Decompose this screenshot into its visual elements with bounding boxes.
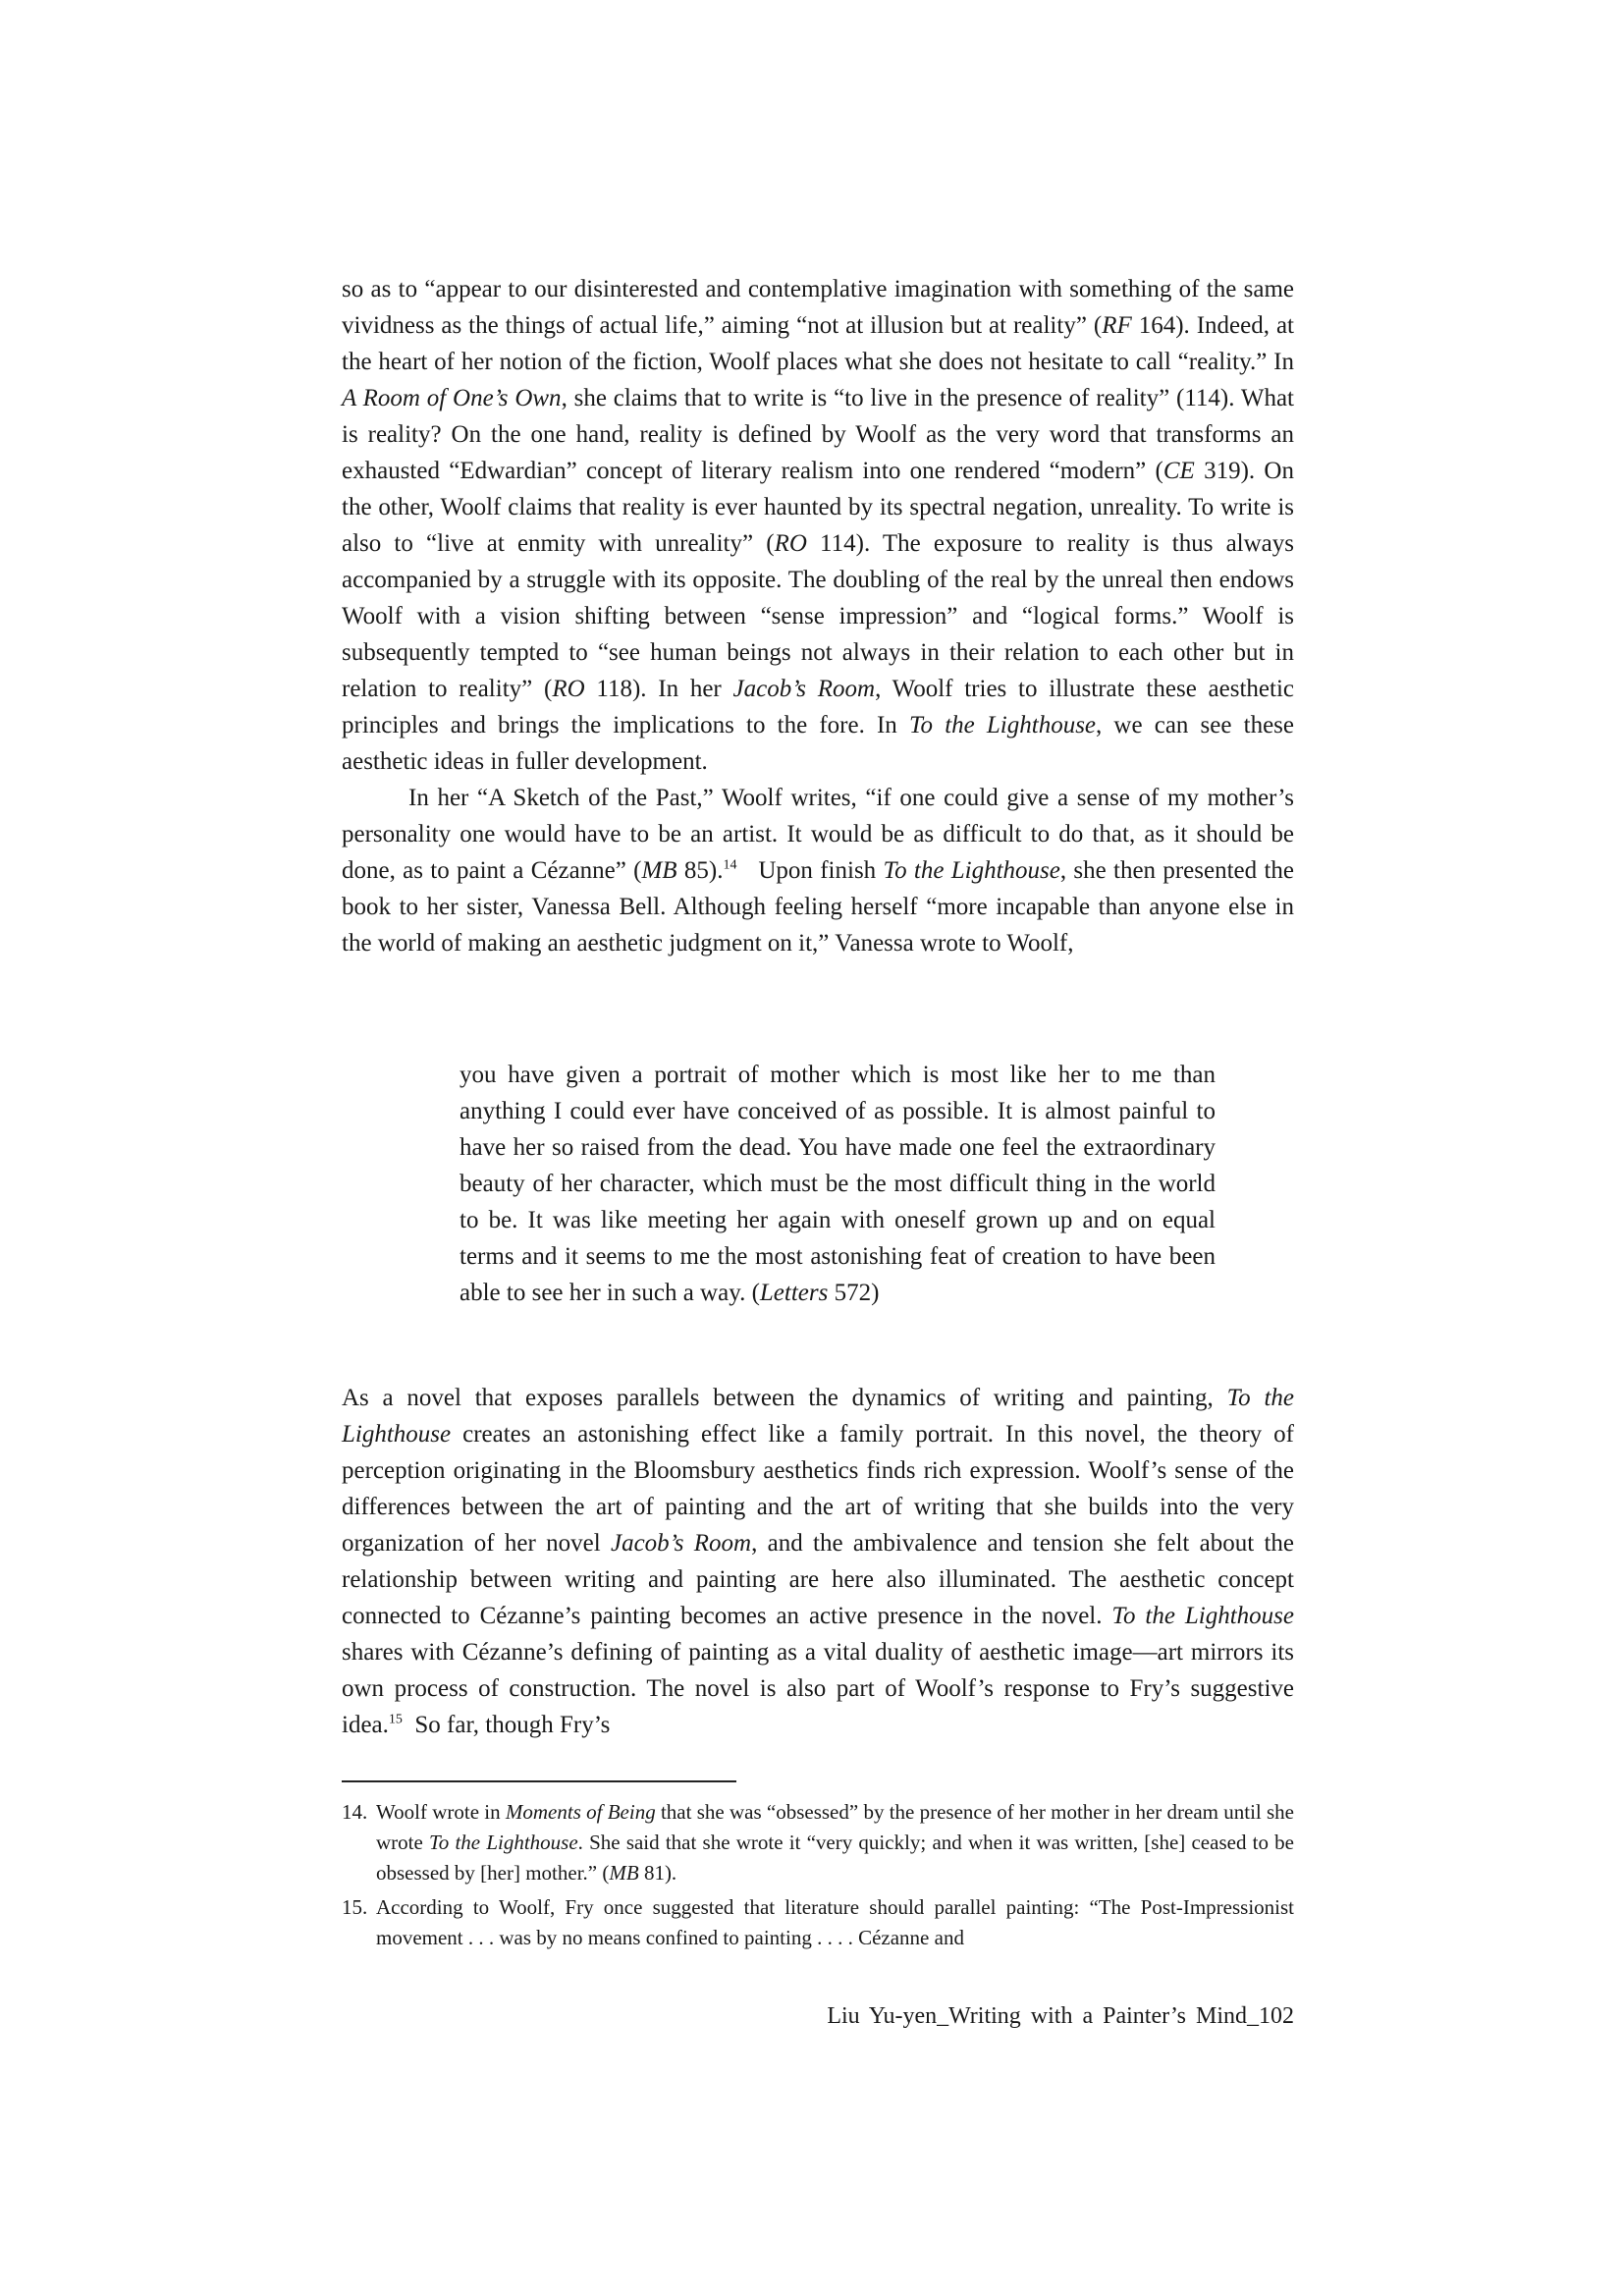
body-text-top — [342, 271, 1294, 961]
footnote-separator — [342, 1780, 736, 1782]
body-text-bottom — [342, 1380, 1294, 1743]
footnote-ref-14[interactable]: 14 — [723, 857, 737, 873]
paragraph-3: As a novel that exposes parallels between the dynamics of writing and painting, To the Lighthouse creates an astonishing effect like a family portrait. In this novel, the theory of perception originating in the Bloomsbury aesthetics finds rich expression. Woolf’s sense of the differences between the art of painting and the art of writing that she builds into the very organization of her novel Jacob’s Room, and the ambivalence and tension she felt about the relationship between writing and painting are here also illuminated. The aesthetic concept connected to Cézanne’s painting becomes an active presence in the novel. To the Lighthouse shares with Cézanne’s defining of painting as a vital duality of aesthetic image—art mirrors its own process of construction. The novel is also part of Woolf’s response to Fry’s suggestive idea.$^{15}$ So far, though Fry’s — [342, 1385, 1294, 1738]
paragraph-1: so as to “appear to our disinterested and contemplative imagination with something of the same vividness as the things of actual life,” aiming “not at illusion but at reality” (RF 164). Indeed, at the heart of her notion of the fiction, Woolf places what she does not hesitate to call “reality.” In A Room of One’s Own, she claims that to write is “to live in the presence of reality” (114). What is reality? On the one hand, reality is defined by Woolf as the very word that transforms an exhausted “Edwardian” concept of literary realism into one rendered “modern” (CE 319). On the other, Woolf claims that reality is ever haunted by its spectral negation, unreality. To write is also to “live at enmity with unreality” (RO 114). The exposure to reality is thus always accompanied by a struggle with its opposite. The doubling of the real by the unreal then endows Woolf with a vision shifting between “sense impression” and “logical forms.” Woolf is subsequently tempted to “see human beings not always in their relation to each other but in relation to reality” (RO 118). In her Jacob’s Room, Woolf tries to illustrate these aesthetic principles and brings the implications to the fore. In To the Lighthouse, we can see these aesthetic ideas in fuller development. — [342, 276, 1295, 775]
footnote-ref-15[interactable]: 15 — [388, 1712, 403, 1727]
footnote-number: 15. — [342, 1895, 368, 1919]
footnote-15: 15. According to Woolf, Fry once suggested that literature should parallel painting: “The Post-Impressionist movement . . . was by no means confined to painting . . . . Cézanne and — [342, 1892, 1294, 1953]
block-quote: you have given a portrait of mother which is most like her to me than anything I could ever have conceived of as possible. It is almost painful to have her so raised from the dead. You have made one feel the extraordinary beauty of her character, which must be the most difficult thing in the world to be. It was like meeting her again with oneself grown up and on equal terms and it seems to me the most astonishing feat of creation to have been able to see her in such a way. (Letters 572) — [460, 1062, 1216, 1306]
running-footer: Liu Yu-yen_Writing with a Painter’s Mind_102 — [827, 2003, 1294, 2029]
paragraph-2: In her “A Sketch of the Past,” Woolf writes, “if one could give a sense of my mother’s personality one would have to be an artist. It would be as difficult to do that, as it should be done, as to paint a Cézanne” (MB 85).$^{14}$ Upon finish To the Lighthouse, she then presented the book to her sister, Vanessa Bell. Although feeling herself “more incapable than anyone else in the world of making an aesthetic judgment on it,” Vanessa wrote to Woolf, — [342, 785, 1294, 957]
footnote-number: 14. — [342, 1800, 368, 1824]
footnotes — [342, 1797, 1294, 1957]
footnote-14: 14. Woolf wrote in Moments of Being that she was “obsessed” by the presence of her mother in her dream until she wrote To the Lighthouse. She said that she wrote it “very quickly; and when it was written, [she] ceased to be obsessed by [her] mother.” (MB 81). — [342, 1797, 1294, 1888]
